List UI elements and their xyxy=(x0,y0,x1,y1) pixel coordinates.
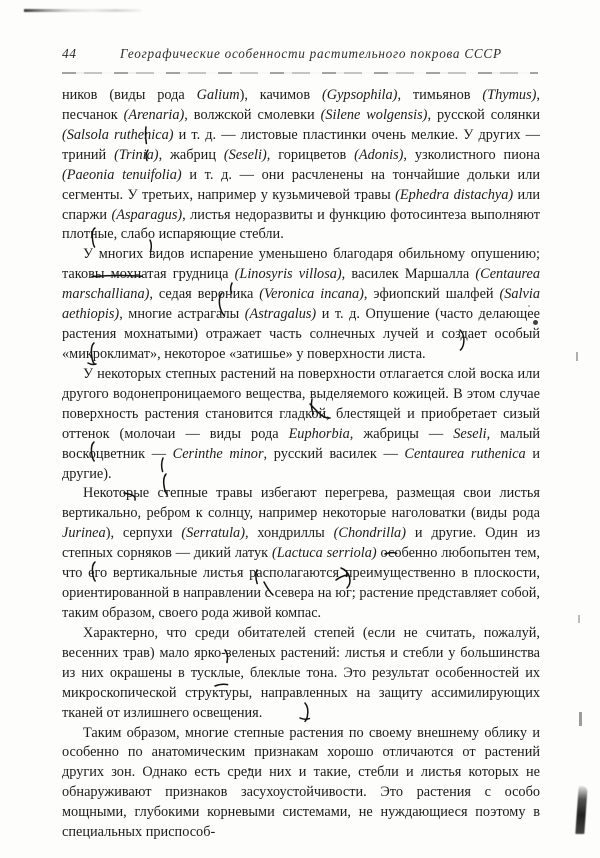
scan-artifact-right-tick-c xyxy=(579,712,582,726)
paragraph-4: Некоторые степные травы избегают перегрева, размещая свои листья вертикально, ребром к солнцу, например некоторые наголоватки (виды рода Jurinea), серпухи (Serratula), хондриллы (Chondrilla) и другие. Один из степных сорняков — дикий латук (Lactuca serriola) особенно любопытен тем, что его вертикальные листья располагаются преимущественно в плоскости, ориентированной в направлении с севера на юг; растение представляет собой, таким образом, своего рода живой компас. xyxy=(62,485,541,621)
scan-artifact-right-tick-a xyxy=(576,352,578,361)
paragraph-1: ников (виды рода Galium), качимов (Gypsophila), тимьянов (Thymus), песчанок (Arenaria), волжской смолевки (Silene wolgensis), русской солянки (Salsola ruthenica) и т. д. — листовые пластинки очень мелкие. У других — триний (Trinia), жабриц (Seseli), горицветов (Adonis), узколистного пиона (Paeonia tenuifolia) и т. д. — они расчленены на тончайшие дольки или сегменты. У третьих, например у кузьмичевой травы (Ephedra distachya) или спаржи (Asparagus), листья недоразвиты и функцию фотосинтеза выполняют плотные, слабо испаряющие стебли. xyxy=(62,87,541,243)
page-number: 44 xyxy=(62,46,77,61)
body-text-column xyxy=(62,86,540,843)
running-head-title: Географические особенности растительного покрова СССР xyxy=(120,46,502,61)
scan-artifact-right-tick-b xyxy=(578,615,580,623)
paragraph-2: У многих видов испарение уменьшено благодаря обильному опушению; таковы мохнатая грудница (Linosyris villosa), василек Маршалла (Centaurea marschalliana), седая вероника (Veronica incana), эфиопский шалфей (Salvia aethiopis), многие астрагалы (Astragalus) и т. д. Опушение (часто делающее растения мохнатыми) отражает часть солнечных лучей и создает особый «микроклимат», некоторое «затишье» у поверхности листа. xyxy=(62,246,540,362)
paragraph-5: Характерно, что среди обитателей степей (если не считать, пожалуй, весенних трав) мало ярко-зеленых растений: листья и стебли у большинства из них окрашены в тусклые, блеклые тона. Это результат особенностей их микроскопической структуры, направленных на защиту ассимилирующих тканей от излишнего освещения. xyxy=(62,624,540,721)
paragraph-3: У некоторых степных растений на поверхности отлагается слой воска или другого водонепроницаемого вещества, выделяемого кожицей. В этом случае поверхность растения становится гладкой, блестящей и приобретает сизый оттенок (молочаи — виды рода Euphorbia, жабрицы — Seseli, малый воскоцветник — Cerinthe minor, русский василек — Centaurea ruthenica и другие). xyxy=(62,365,540,482)
running-head-rule xyxy=(62,72,538,74)
running-head xyxy=(62,46,538,62)
scan-artifact-bottom-blot xyxy=(575,786,587,834)
paragraph-6: Таким образом, многие степные растения по своему внешнему облику и особенно по анатомическим признакам хорошо отличаются от растений других зон. Однако есть среди них и такие, стебли и листья которых не обнаруживают признаков засухоустойчивости. Это растения с особо мощными, глубокими корневыми системами, не нуждающиеся поэтому в специальных приспособ- xyxy=(62,724,540,841)
scan-artifact-top-smudge xyxy=(24,9,142,12)
